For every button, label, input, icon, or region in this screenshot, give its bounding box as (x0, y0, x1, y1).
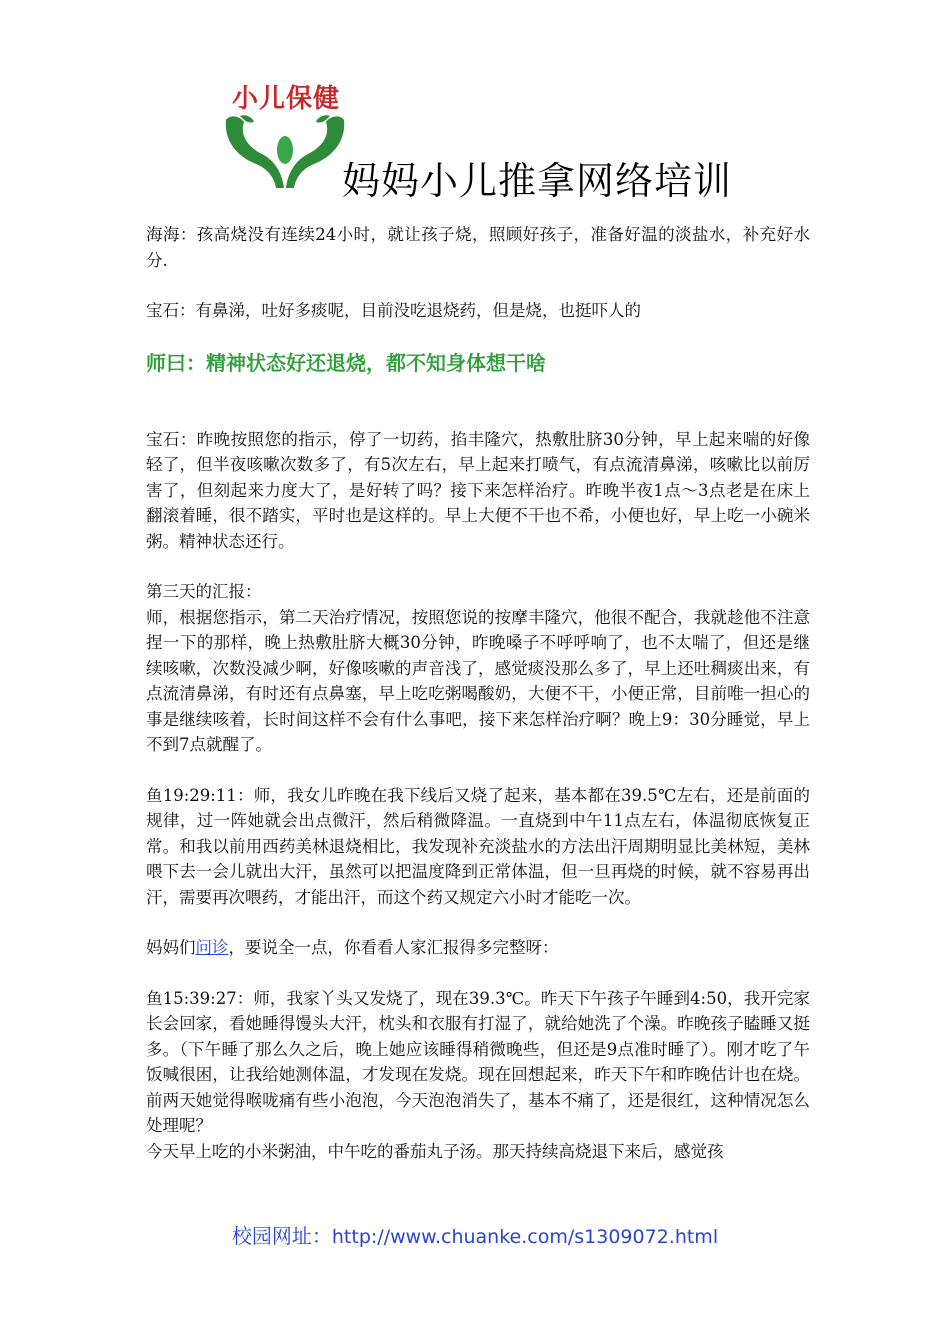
section-heading: 第三天的汇报： (146, 582, 262, 601)
paragraph: 师，根据您指示，第二天治疗情况，按照您说的按摩丰隆穴，他很不配合，我就趁他不注意捏一下的那样，晚上热敷肚脐大概30分钟，昨晚嗓子不呼呼响了，也不太喘了，但还是继续咳嗽，次数没减少啊，好像咳嗽的声音浅了，感觉痰没那么多了，早上还吐稠痰出来，有点流清鼻涕，有时还有点鼻塞，早上吃吃粥喝酸奶，大便不干，小便正常，目前唯一担心的事是继续咳着，长时间这样不会有什么事吧，接下来怎样治疗啊？晚上9：30分睡觉，早上不到7点就醒了。 (146, 607, 810, 754)
consultation-link[interactable]: 问诊 (195, 938, 229, 957)
text: 妈妈们 (146, 938, 196, 957)
paragraph: 鱼15:39:27：师，我家丫头又发烧了，现在39.3℃。昨天下午孩子午睡到4:50，我开完家长会回家，看她睡得馒头大汗，枕头和衣服有打湿了，就给她洗了个澡。昨晚孩子瞌睡又挺多。（下午睡了那么久之后，晚上她应该睡得稍微晚些，但还是9点准时睡了）。刚才吃了午饭喊很困，让我给她测体温，才发现在发烧。现在回想起来，昨天下午和昨晚估计也在烧。前两天她觉得喉咙痛有些小泡泡，今天泡泡消失了，基本不痛了，还是很红，这种情况怎么处理呢？ (146, 988, 810, 1135)
paragraph: 宝石：昨晚按照您的指示，停了一切药，掐丰隆穴，热敷肚脐30分钟，早上起来喘的好像轻了，但半夜咳嗽次数多了，有5次左右，早上起来打喷气，有点流清鼻涕，咳嗽比以前厉害了，但刻起来力度大了，是好转了吗？接下来怎样治疗。昨晚半夜1点～3点老是在床上翻滚着睡，很不踏实，平时也是这样的。早上大便不干也不希，小便也好，早上吃一小碗米粥。精神状态还行。 (146, 429, 810, 551)
article-body (146, 222, 810, 1164)
teacher-reply: 师曰：精神状态好还退烧，都不知身体想干啥 (146, 350, 546, 375)
paragraph: 海海：孩高烧没有连续24小时，就让孩子烧，照顾好孩子，准备好温的淡盐水，补充好水分. (146, 225, 810, 270)
paragraph (146, 935, 810, 961)
paragraph: 今天早上吃的小米粥油，中午吃的番茄丸子汤。那天持续高烧退下来后，感觉孩 (146, 1141, 724, 1161)
paragraph: 鱼19:29:11：师，我女儿昨晚在我下线后又烧了起来，基本都在39.5℃左右，还是前面的规律，过一阵她就会出点微汗，然后稍微降温。一直烧到中午11点左右，体温彻底恢复正常。和我以前用西药美林退烧相比，我发现补充淡盐水的方法出汗周期明显比美林短，美林喂下去一会儿就出大汗，虽然可以把温度降到正常体温，但一旦再烧的时候，就不容易再出汗，需要再次喂药，才能出汗，而这个药又规定六小时才能吃一次。 (146, 785, 810, 907)
site-title: 妈妈小儿推拿网络培训 (342, 159, 733, 203)
logo-text: 小儿保健 (232, 84, 341, 114)
hands-leaf-icon (222, 112, 352, 192)
paragraph: 宝石：有鼻涕，吐好多痰呢，目前没吃退烧药，但是烧，也挺吓人的 (146, 301, 641, 320)
campus-url-link[interactable]: http://www.chuanke.com/s1309072.html (331, 1226, 719, 1248)
logo (222, 78, 352, 190)
text: ，要说全一点，你看看人家汇报得多完整呀： (228, 938, 559, 957)
footer (0, 1220, 950, 1249)
footer-label: 校园网址： (231, 1224, 332, 1248)
